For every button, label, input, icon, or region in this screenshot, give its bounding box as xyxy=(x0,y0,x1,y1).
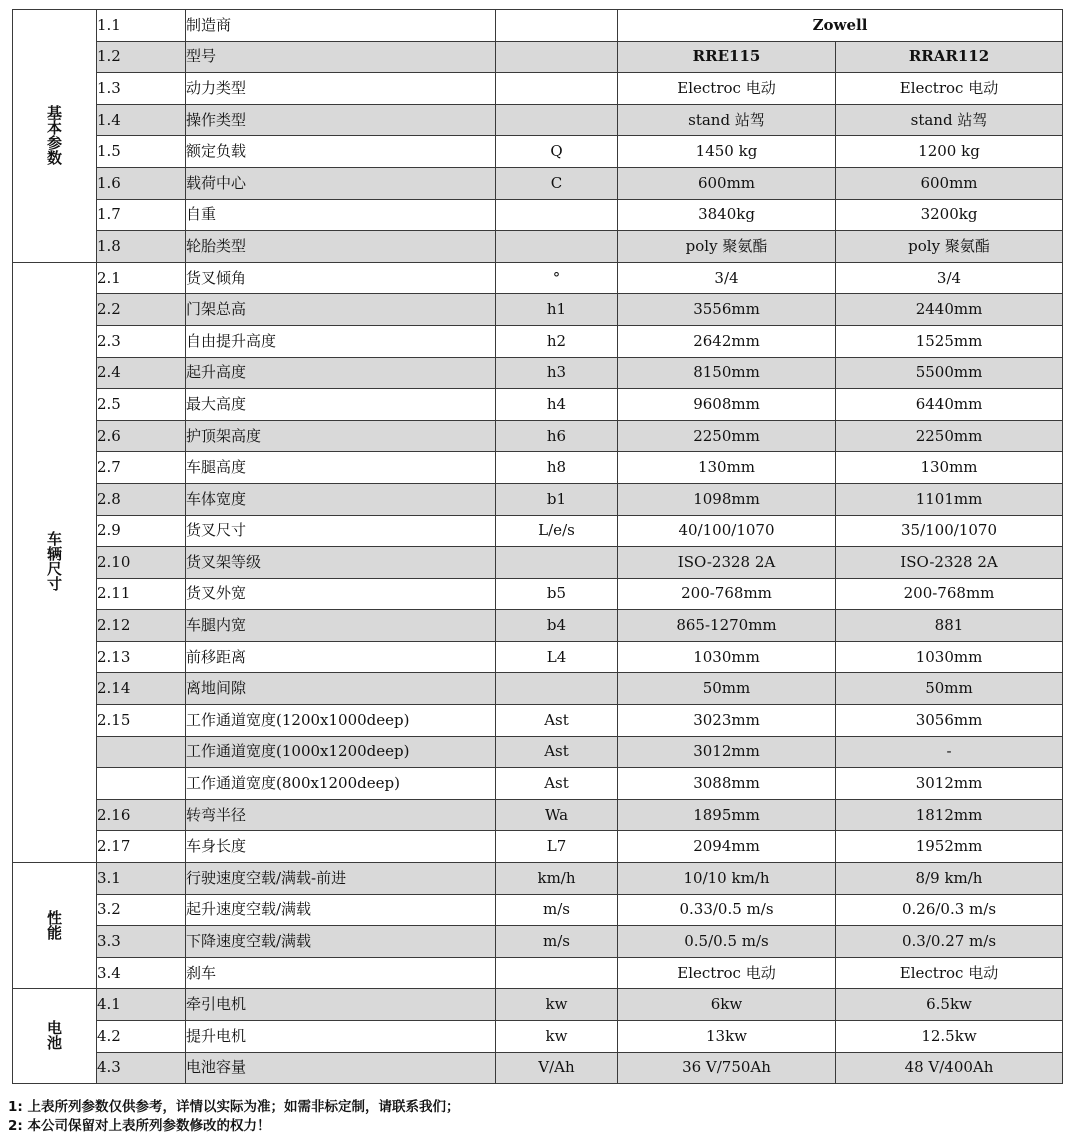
param-symbol: L/e/s xyxy=(496,515,618,547)
param-name: 车身长度 xyxy=(186,831,496,863)
param-symbol: C xyxy=(496,167,618,199)
param-name: 货叉倾角 xyxy=(186,262,496,294)
param-symbol: m/s xyxy=(496,926,618,958)
footnote: 2: 本公司保留对上表所列参数修改的权力！ xyxy=(8,1118,271,1134)
row-number: 4.3 xyxy=(97,1052,186,1084)
row-number: 1.6 xyxy=(97,167,186,199)
table-row xyxy=(13,10,1063,42)
param-symbol xyxy=(496,673,618,705)
param-symbol: h2 xyxy=(496,325,618,357)
param-symbol xyxy=(496,73,618,105)
row-number: 2.16 xyxy=(97,799,186,831)
model-1-value: Electroc 电动 xyxy=(618,73,836,105)
row-number: 2.6 xyxy=(97,420,186,452)
row-number: 2.11 xyxy=(97,578,186,610)
group-label-text: 性能 xyxy=(47,908,63,942)
table-row xyxy=(13,989,1063,1021)
model-2-value: 3200kg xyxy=(836,199,1063,231)
table-row xyxy=(13,673,1063,705)
row-number xyxy=(97,736,186,768)
param-name: 型号 xyxy=(186,41,496,73)
model-2-value: Electroc 电动 xyxy=(836,957,1063,989)
row-number: 2.2 xyxy=(97,294,186,326)
model-2-value: 0.26/0.3 m/s xyxy=(836,894,1063,926)
param-name: 离地间隙 xyxy=(186,673,496,705)
model-1-value: 200-768mm xyxy=(618,578,836,610)
param-symbol: h1 xyxy=(496,294,618,326)
param-symbol: h6 xyxy=(496,420,618,452)
model-2-value: 1101mm xyxy=(836,483,1063,515)
param-symbol xyxy=(496,957,618,989)
table-row xyxy=(13,1021,1063,1053)
row-number: 3.4 xyxy=(97,957,186,989)
row-number: 1.2 xyxy=(97,41,186,73)
param-name: 自由提升高度 xyxy=(186,325,496,357)
param-name: 工作通道宽度(1200x1000deep) xyxy=(186,705,496,737)
param-name: 货叉外宽 xyxy=(186,578,496,610)
param-name: 电池容量 xyxy=(186,1052,496,1084)
model-1-value: 36 V/750Ah xyxy=(618,1052,836,1084)
param-symbol: ° xyxy=(496,262,618,294)
param-name: 车腿高度 xyxy=(186,452,496,484)
param-symbol: L7 xyxy=(496,831,618,863)
model-1-value: 3023mm xyxy=(618,705,836,737)
param-symbol: b5 xyxy=(496,578,618,610)
model-1-value: RRE115 xyxy=(618,41,836,73)
row-number: 1.5 xyxy=(97,136,186,168)
param-name: 工作通道宽度(1000x1200deep) xyxy=(186,736,496,768)
table-row xyxy=(13,863,1063,895)
param-symbol: Q xyxy=(496,136,618,168)
table-row xyxy=(13,926,1063,958)
param-symbol xyxy=(496,41,618,73)
param-symbol xyxy=(496,199,618,231)
model-1-value: 9608mm xyxy=(618,389,836,421)
model-1-value: 3088mm xyxy=(618,768,836,800)
model-2-value: 50mm xyxy=(836,673,1063,705)
model-2-value: 130mm xyxy=(836,452,1063,484)
table-row xyxy=(13,705,1063,737)
model-2-value: ISO-2328 2A xyxy=(836,547,1063,579)
model-1-value: 1030mm xyxy=(618,641,836,673)
table-row xyxy=(13,799,1063,831)
row-number xyxy=(97,768,186,800)
table-row xyxy=(13,641,1063,673)
table-row xyxy=(13,547,1063,579)
model-1-value: 3840kg xyxy=(618,199,836,231)
table-row xyxy=(13,231,1063,263)
table-row xyxy=(13,452,1063,484)
row-number: 2.15 xyxy=(97,705,186,737)
param-name: 操作类型 xyxy=(186,104,496,136)
row-number: 2.5 xyxy=(97,389,186,421)
param-name: 牵引电机 xyxy=(186,989,496,1021)
model-2-value: 1030mm xyxy=(836,641,1063,673)
model-2-value: 1525mm xyxy=(836,325,1063,357)
param-name: 货叉架等级 xyxy=(186,547,496,579)
param-name: 工作通道宽度(800x1200deep) xyxy=(186,768,496,800)
param-name: 动力类型 xyxy=(186,73,496,105)
model-2-value: 2440mm xyxy=(836,294,1063,326)
model-1-value: poly 聚氨酯 xyxy=(618,231,836,263)
param-symbol: Ast xyxy=(496,736,618,768)
model-1-value: stand 站驾 xyxy=(618,104,836,136)
param-name: 轮胎类型 xyxy=(186,231,496,263)
model-1-value: 0.5/0.5 m/s xyxy=(618,926,836,958)
param-name: 转弯半径 xyxy=(186,799,496,831)
group-label xyxy=(13,10,97,263)
table-row xyxy=(13,199,1063,231)
row-number: 4.2 xyxy=(97,1021,186,1053)
table-row xyxy=(13,483,1063,515)
param-name: 前移距离 xyxy=(186,641,496,673)
param-symbol: km/h xyxy=(496,863,618,895)
param-name: 提升电机 xyxy=(186,1021,496,1053)
param-name: 门架总高 xyxy=(186,294,496,326)
row-number: 1.7 xyxy=(97,199,186,231)
model-1-value: 2094mm xyxy=(618,831,836,863)
group-label xyxy=(13,863,97,989)
param-name: 起升高度 xyxy=(186,357,496,389)
row-number: 2.9 xyxy=(97,515,186,547)
table-row xyxy=(13,136,1063,168)
param-symbol: b4 xyxy=(496,610,618,642)
row-number: 3.2 xyxy=(97,894,186,926)
param-name: 最大高度 xyxy=(186,389,496,421)
table-row xyxy=(13,104,1063,136)
model-1-value: 2250mm xyxy=(618,420,836,452)
param-name: 货叉尺寸 xyxy=(186,515,496,547)
table-row xyxy=(13,389,1063,421)
table-row xyxy=(13,420,1063,452)
model-1-value: 3556mm xyxy=(618,294,836,326)
model-2-value: 35/100/1070 xyxy=(836,515,1063,547)
param-symbol: Ast xyxy=(496,705,618,737)
table-row xyxy=(13,610,1063,642)
table-row xyxy=(13,167,1063,199)
model-1-value: 50mm xyxy=(618,673,836,705)
model-2-value: 8/9 km/h xyxy=(836,863,1063,895)
model-1-value: 1098mm xyxy=(618,483,836,515)
model-2-value: 6440mm xyxy=(836,389,1063,421)
model-2-value: 6.5kw xyxy=(836,989,1063,1021)
group-label-text: 电池 xyxy=(47,1019,63,1053)
model-2-value: 1952mm xyxy=(836,831,1063,863)
model-2-value: stand 站驾 xyxy=(836,104,1063,136)
table-row xyxy=(13,357,1063,389)
param-symbol: h8 xyxy=(496,452,618,484)
row-number: 4.1 xyxy=(97,989,186,1021)
model-2-value: - xyxy=(836,736,1063,768)
model-1-value: 865-1270mm xyxy=(618,610,836,642)
model-1-value: 0.33/0.5 m/s xyxy=(618,894,836,926)
model-2-value: 3012mm xyxy=(836,768,1063,800)
param-symbol xyxy=(496,231,618,263)
model-1-value: 13kw xyxy=(618,1021,836,1053)
param-name: 载荷中心 xyxy=(186,167,496,199)
model-1-value: 2642mm xyxy=(618,325,836,357)
model-1-value: 130mm xyxy=(618,452,836,484)
param-name: 车腿内宽 xyxy=(186,610,496,642)
param-name: 自重 xyxy=(186,199,496,231)
param-symbol xyxy=(496,547,618,579)
param-symbol: V/Ah xyxy=(496,1052,618,1084)
manufacturer-value: Zowell xyxy=(618,10,1063,42)
table-row xyxy=(13,831,1063,863)
table-row xyxy=(13,1052,1063,1084)
footnotes xyxy=(8,1098,460,1136)
model-1-value: 6kw xyxy=(618,989,836,1021)
model-1-value: 10/10 km/h xyxy=(618,863,836,895)
row-number: 2.13 xyxy=(97,641,186,673)
param-symbol: h3 xyxy=(496,357,618,389)
model-1-value: 3/4 xyxy=(618,262,836,294)
model-2-value: 200-768mm xyxy=(836,578,1063,610)
table-row xyxy=(13,73,1063,105)
row-number: 1.8 xyxy=(97,231,186,263)
model-1-value: 1895mm xyxy=(618,799,836,831)
param-name: 行驶速度空载/满载-前进 xyxy=(186,863,496,895)
row-number: 3.3 xyxy=(97,926,186,958)
group-label-text: 基本参数 xyxy=(47,103,63,167)
param-symbol: Wa xyxy=(496,799,618,831)
model-1-value: Electroc 电动 xyxy=(618,957,836,989)
row-number: 2.3 xyxy=(97,325,186,357)
model-2-value: RRAR112 xyxy=(836,41,1063,73)
row-number: 2.7 xyxy=(97,452,186,484)
param-symbol xyxy=(496,104,618,136)
table-row xyxy=(13,768,1063,800)
row-number: 1.3 xyxy=(97,73,186,105)
model-1-value: 3012mm xyxy=(618,736,836,768)
model-1-value: 40/100/1070 xyxy=(618,515,836,547)
row-number: 2.10 xyxy=(97,547,186,579)
table-row xyxy=(13,325,1063,357)
row-number: 2.1 xyxy=(97,262,186,294)
row-number: 2.17 xyxy=(97,831,186,863)
model-2-value: 12.5kw xyxy=(836,1021,1063,1053)
row-number: 3.1 xyxy=(97,863,186,895)
model-2-value: 2250mm xyxy=(836,420,1063,452)
model-2-value: 3/4 xyxy=(836,262,1063,294)
model-1-value: 600mm xyxy=(618,167,836,199)
param-symbol: m/s xyxy=(496,894,618,926)
row-number: 2.8 xyxy=(97,483,186,515)
param-name: 刹车 xyxy=(186,957,496,989)
row-number: 2.14 xyxy=(97,673,186,705)
row-number: 2.12 xyxy=(97,610,186,642)
model-1-value: 8150mm xyxy=(618,357,836,389)
model-2-value: Electroc 电动 xyxy=(836,73,1063,105)
table-row xyxy=(13,736,1063,768)
param-name: 起升速度空载/满载 xyxy=(186,894,496,926)
param-symbol: b1 xyxy=(496,483,618,515)
spec-table-body xyxy=(13,10,1063,1084)
model-2-value: 3056mm xyxy=(836,705,1063,737)
model-2-value: 600mm xyxy=(836,167,1063,199)
table-row xyxy=(13,894,1063,926)
spec-table xyxy=(12,9,1063,1084)
footnote: 1: 上表所列参数仅供参考，详情以实际为准；如需非标定制，请联系我们； xyxy=(8,1099,460,1115)
model-2-value: 1200 kg xyxy=(836,136,1063,168)
param-name: 护顶架高度 xyxy=(186,420,496,452)
param-name: 额定负载 xyxy=(186,136,496,168)
param-symbol xyxy=(496,10,618,42)
table-row xyxy=(13,41,1063,73)
table-row xyxy=(13,957,1063,989)
param-symbol: kw xyxy=(496,989,618,1021)
param-name: 制造商 xyxy=(186,10,496,42)
model-2-value: 1812mm xyxy=(836,799,1063,831)
model-1-value: ISO-2328 2A xyxy=(618,547,836,579)
row-number: 1.1 xyxy=(97,10,186,42)
table-row xyxy=(13,515,1063,547)
param-name: 车体宽度 xyxy=(186,483,496,515)
model-1-value: 1450 kg xyxy=(618,136,836,168)
model-2-value: 5500mm xyxy=(836,357,1063,389)
param-symbol: L4 xyxy=(496,641,618,673)
table-row xyxy=(13,578,1063,610)
group-label-text: 车辆尺寸 xyxy=(47,530,63,594)
param-symbol: h4 xyxy=(496,389,618,421)
param-name: 下降速度空载/满载 xyxy=(186,926,496,958)
table-row xyxy=(13,294,1063,326)
model-2-value: 0.3/0.27 m/s xyxy=(836,926,1063,958)
table-row xyxy=(13,262,1063,294)
row-number: 1.4 xyxy=(97,104,186,136)
group-label xyxy=(13,989,97,1084)
model-2-value: 48 V/400Ah xyxy=(836,1052,1063,1084)
row-number: 2.4 xyxy=(97,357,186,389)
param-symbol: kw xyxy=(496,1021,618,1053)
model-2-value: poly 聚氨酯 xyxy=(836,231,1063,263)
param-symbol: Ast xyxy=(496,768,618,800)
group-label xyxy=(13,262,97,862)
model-2-value: 881 xyxy=(836,610,1063,642)
